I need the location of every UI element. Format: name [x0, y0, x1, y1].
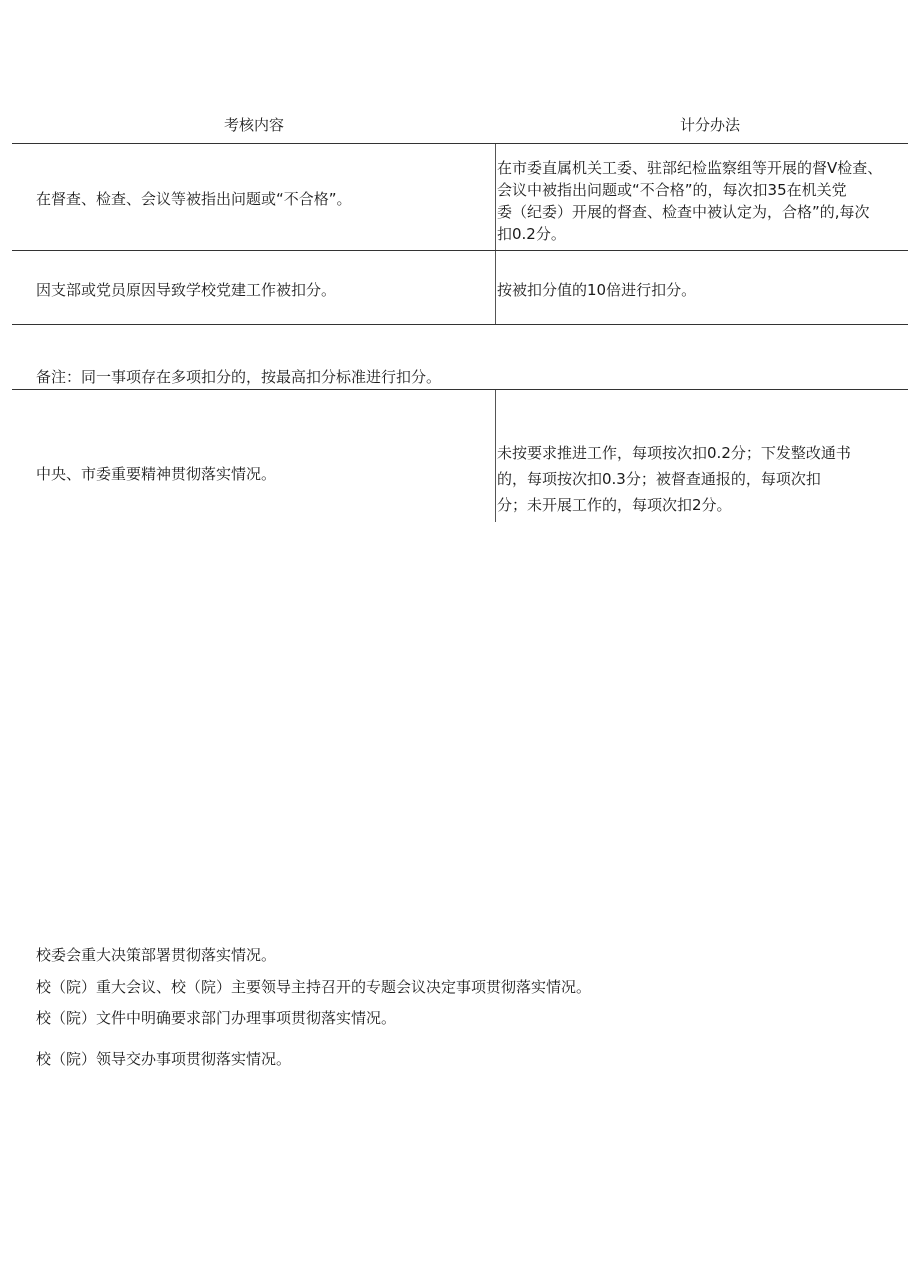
- row1-method-line: 在市委直属机关工委、驻部纪检监察组等开展的督Ⅴ检查、: [497, 159, 883, 177]
- row2-divider: [12, 324, 908, 325]
- footer-item: 校（院）重大会议、校（院）主要领导主持召开的专题会议决定事项贯彻落实情况。: [36, 978, 592, 996]
- row1-method-line: 委（纪委）开展的督查、检查中被认定为，合格”的,每次: [497, 203, 870, 221]
- note-divider: [12, 389, 908, 390]
- row1-divider: [12, 250, 908, 251]
- row3-column-divider: [495, 390, 496, 522]
- header-divider: [12, 143, 908, 144]
- footer-item: 校（院）领导交办事项贯彻落实情况。: [36, 1050, 292, 1068]
- row1-method-line: 扣0.2分。: [497, 225, 566, 243]
- row1-method-line: 会议中被指出问题或“不合格”的，每次扣35在机关党: [497, 181, 847, 199]
- header-content: 考核内容: [224, 116, 285, 134]
- row2-column-divider: [495, 251, 496, 324]
- row3-method-line: 未按要求推进工作，每项按次扣0.2分；下发整改通书: [497, 444, 851, 462]
- row2-content: 因支部或党员原因导致学校党建工作被扣分。: [36, 281, 337, 299]
- row1-content: 在督查、检查、会议等被指出问题或“不合格”。: [36, 190, 352, 208]
- footer-item: 校委会重大决策部署贯彻落实情况。: [36, 946, 277, 964]
- row2-method: 按被扣分值的10倍进行扣分。: [497, 281, 697, 299]
- row1-column-divider: [495, 144, 496, 250]
- row3-method: [497, 440, 851, 518]
- header-method: 计分办法: [680, 116, 741, 134]
- footer-item: 校（院）文件中明确要求部门办理事项贯彻落实情况。: [36, 1009, 397, 1027]
- table-note: 备注：同一事项存在多项扣分的，按最高扣分标准进行扣分。: [36, 368, 442, 386]
- row3-method-line: 分；未开展工作的，每项次扣2分。: [497, 496, 732, 514]
- row3-method-line: 的，每项按次扣0.3分；被督查通报的，每项次扣: [497, 470, 821, 488]
- row3-content: 中央、市委重要精神贯彻落实情况。: [36, 465, 277, 483]
- row1-method: [497, 157, 882, 245]
